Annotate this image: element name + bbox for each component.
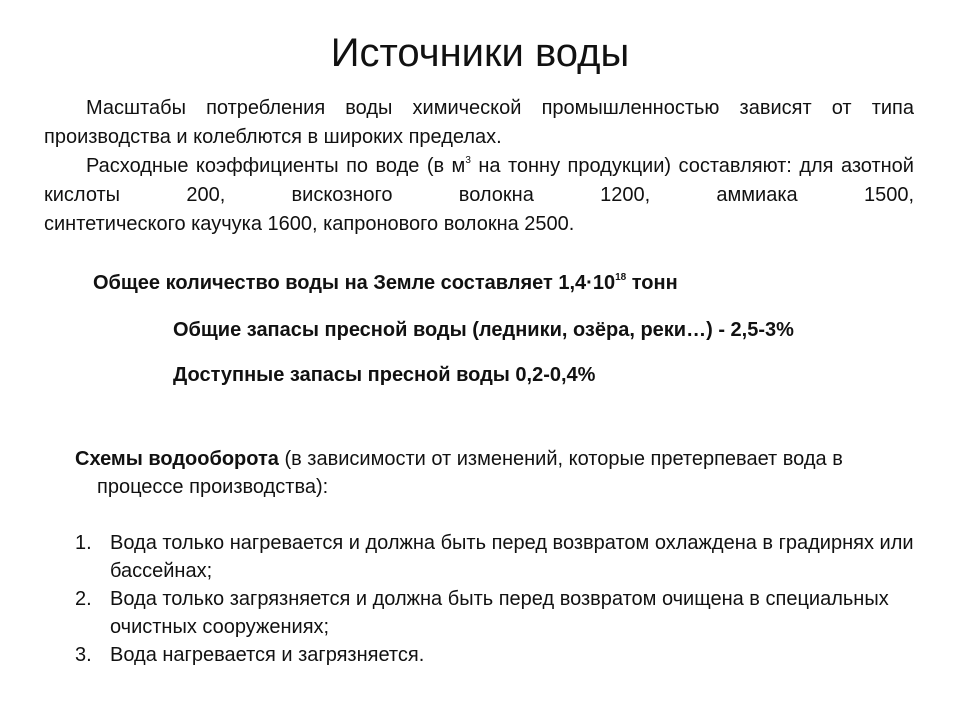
slide-title: Источники воды xyxy=(330,31,630,75)
schemes-list xyxy=(75,529,925,669)
list-item-text: Вода нагревается и загрязняется. xyxy=(110,644,425,666)
list-item-text: Вода только загрязняется и должна быть перед возвратом очищена в специальных очистных сооружениях; xyxy=(110,588,889,638)
intro-paragraph-2 xyxy=(44,152,914,210)
schemes-heading-rest: (в зависимости от изменений, которые претерпевает вода в процессе производства): xyxy=(97,448,843,498)
intro-p2-line2: для азотной кислоты 200, вискозного волокна 1200, аммиака 1500, xyxy=(44,155,914,206)
intro-p2-line1-rest: на тонну продукции) составляют: xyxy=(470,155,792,177)
intro-paragraph-2-end: синтетического каучука 1600, капронового волокна 2500. xyxy=(44,213,575,235)
list-item-number: 1. xyxy=(75,532,92,554)
fact-total-unit: тонн xyxy=(626,272,678,294)
fact-total-exponent: 18 xyxy=(615,272,627,283)
schemes-section xyxy=(75,445,925,669)
fact-available-water: Доступные запасы пресной воды 0,2-0,4% xyxy=(173,364,596,386)
list-item-number: 3. xyxy=(75,644,92,666)
intro-text xyxy=(44,94,914,239)
list-item xyxy=(75,585,925,641)
intro-paragraph-1: Масштабы потребления воды химической промышленностью зависят от типа производства и колеблются в широких пределах. xyxy=(44,97,914,148)
schemes-heading-bold: Схемы водооборота xyxy=(75,448,279,470)
schemes-heading xyxy=(75,445,925,501)
unit-superscript: 3 xyxy=(465,155,471,166)
fact-total-water xyxy=(93,270,678,296)
list-item-number: 2. xyxy=(75,588,92,610)
fact-total-text: Общее количество воды на Земле составляет 1,4·10 xyxy=(93,272,616,294)
list-item xyxy=(75,641,925,669)
list-item-text: Вода только нагревается и должна быть перед возвратом охлаждена в градирнях или бассейнах; xyxy=(110,532,914,582)
list-item xyxy=(75,529,925,585)
fact-fresh-water: Общие запасы пресной воды (ледники, озёра, реки…) - 2,5-3% xyxy=(173,319,794,341)
intro-p2-start: Расходные коэффициенты по воде (в м xyxy=(86,155,466,177)
